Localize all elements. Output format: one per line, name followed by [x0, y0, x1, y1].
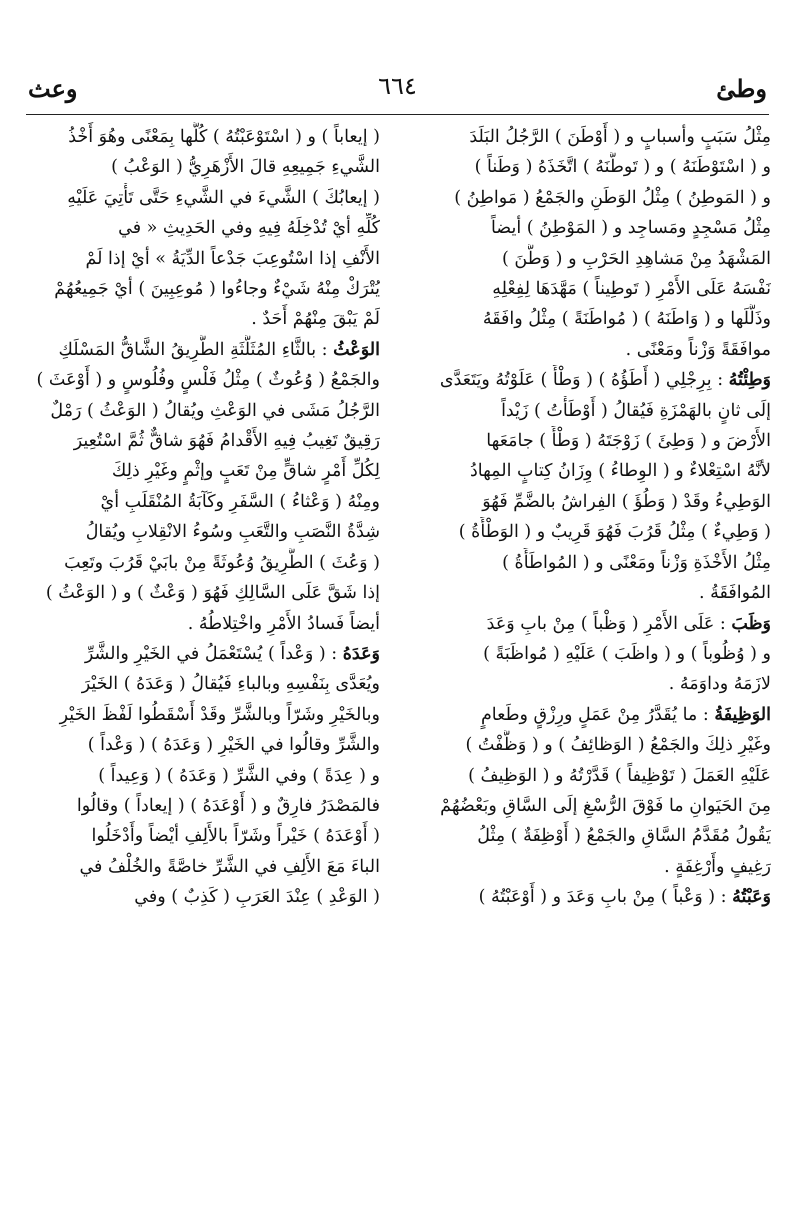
entry-text: رَغِيفٍ وأَرْغِفَةٍ .: [664, 856, 771, 877]
entry-line: [28, 213, 380, 243]
entry-text: عَلَيْهِ العَمَلَ ( تَوْظِيفاً ) قَدَّرْتُهُ و ( الوَظِيفُ ): [468, 765, 771, 786]
entry-line: [28, 304, 380, 334]
entry-text: و ( وُظُوباً ) و ( واظَبَ ) عَلَيْهِ ( مُواظَبَةً ): [483, 643, 771, 664]
dictionary-entry: [419, 365, 771, 608]
entry-text: يُتْرَكْ مِنْهُ شَيْءٌ وجاءُوا ( مُوعِبِينَ ) أيْ جَمِيعُهُمْ: [54, 279, 380, 300]
entry-headword: وَظَبَ: [731, 613, 771, 634]
entry-line: [28, 426, 380, 456]
entry-text: الوَطِيءُ وقَدْ ( وَطُؤَ ) الفِراشُ بالضَّمِّ فَهُوَ: [482, 491, 771, 512]
entry-text: لِكُلِّ أَمْرٍ شاقٍّ مِنْ تَعَبٍ وإثْمٍ وغَيْرِ ذلِكَ: [111, 461, 380, 482]
entry-text: ( أَوْعَدَهُ ) خَيْراً وشَرّاً بالأَلِفِ أيْضاً وأَدْخَلُوا: [91, 826, 380, 847]
entry-line: [28, 274, 380, 304]
entry-text: وغَيْرِ ذلِكَ والجَمْعُ ( الوَظائِفُ ) و ( وَظَّفْتُ ): [465, 735, 771, 756]
entry-text: يَقُولُ مُقَدَّمُ السَّاقِ والجَمْعُ ( أَوْظِفَةٌ ) مِثْلُ: [477, 826, 771, 847]
entry-line: [28, 761, 380, 791]
entry-line: [28, 700, 380, 730]
header-right-word: وطئ: [716, 74, 767, 103]
entry-text: : بالثَّاءِ المُثَلَّثَةِ الطَّرِيقُ الشَّاقُّ المَسْلَكِ: [58, 339, 328, 360]
entry-text: كُلِّهِ أيْ تُدْخِلَهُ فِيهِ وفي الحَدِيثِ « في: [118, 218, 380, 239]
entry-line: [28, 821, 380, 851]
entry-line: [28, 730, 380, 760]
entry-line: [28, 609, 380, 639]
entry-text: ويُعَدَّى بِنَفْسِهِ وبالباءِ فَيُقالُ ( وَعَدَهُ ) الخَيْرَ: [81, 674, 380, 695]
left-column: [28, 122, 380, 913]
entry-text: ( وَطِيءٌ ) مِثْلُ قَرُبَ فَهُوَ قَرِيبٌ و ( الوَطْأَةُ ): [458, 522, 771, 543]
entry-line: [419, 335, 771, 365]
entry-text: إذا شَقَّ عَلَى السَّالِكِ فَهُوَ ( وَعْثٌ ) و ( الوَعْثُ ): [45, 583, 380, 604]
entry-text: و ( عِدَةً ) وفي الشَّرِّ ( وَعَدَهُ ) ( وَعِيداً ): [98, 765, 380, 786]
entry-text: الأَرْضَ و ( وَطِئَ ) زَوْجَتَهُ ( وَطْأً ) جامَعَها: [486, 431, 771, 452]
entry-text: الرَّجُلُ مَشَى في الوَعْثِ ويُقالُ ( الوَعْثُ ) رَمْلٌ: [50, 400, 380, 421]
entry-text: الشَّيءِ جَمِيعِهِ قالَ الأَزْهَرِيُّ ( الوَعْبُ ): [111, 157, 380, 178]
entry-text: وبالخَيْرِ وشَرّاً وبالشَّرِّ وقَدْ أَسْقَطُوا لَفْظَ الخَيْرِ: [59, 704, 380, 725]
entry-text: أيضاً فَسادُ الأَمْرِ واخْتِلاطُهُ .: [187, 613, 380, 634]
entry-line: [419, 183, 771, 213]
entry-text: مِثْلُ سَبَبٍ وأسبابٍ و ( أَوْطَنَ ) الرَّجُلُ البَلَدَ: [469, 127, 771, 147]
entry-text: مِثْلُ مَسْجِدٍ ومَساجِد و ( المَوْطِنُ ) أيضاً: [490, 218, 771, 239]
entry-line: [419, 578, 771, 608]
entry-line: [419, 365, 771, 395]
entry-line: [419, 609, 771, 639]
entry-line: [419, 244, 771, 274]
right-column: [419, 122, 771, 913]
entry-text: شِدَّةُ النَّصَبِ والتَّعَبِ وسُوءُ الانْقِلابِ ويُقالُ: [85, 522, 380, 543]
entry-line: [28, 365, 380, 395]
entry-line: [419, 456, 771, 486]
entry-headword: الوَعْثُ: [333, 339, 380, 360]
entry-line: [28, 396, 380, 426]
dictionary-entry: [28, 335, 380, 639]
entry-line: [28, 882, 380, 912]
entry-headword: الوَظِيفَةُ: [714, 704, 771, 725]
entry-text: ومِنْهُ ( وَعْثاءُ ) السَّفَرِ وكَآبَةُ المُنْقَلَبِ أيْ: [100, 491, 380, 512]
entry-line: [419, 761, 771, 791]
entry-text: الباءَ مَعَ الأَلِفِ في الشَّرِّ خاصَّةً والخُلْفُ في: [79, 856, 380, 877]
entry-text: الأَنْفِ إذا اسْتُوعِبَ جَدْعاً الدِّيَةُ » أيْ إذا لَمْ: [85, 248, 380, 269]
entry-line: [28, 152, 380, 182]
entry-text: مِنَ الحَيَوانِ ما فَوْقَ الرُّسْغِ إلَى السَّاقِ وبَعْضُهُمْ: [440, 795, 771, 816]
entry-text: : بِرِجْلِي ( أَطَؤُهُ ) ( وَطْأً ) عَلَوْتُهُ ويَتَعَدَّى: [439, 370, 724, 391]
entry-text: والجَمْعُ ( وُعُوثٌ ) مِثْلُ فَلْسٍ وفُلُوسٍ و ( أَوْعَثَ ): [36, 370, 380, 391]
entry-text: و ( اسْتَوْطَنَهُ ) و ( تَوطَّنَهُ ) اتَّخَذَهُ ( وَطَناً ): [474, 157, 771, 178]
entry-line: [28, 122, 380, 152]
entry-line: [419, 213, 771, 243]
entry-line: [419, 396, 771, 426]
entry-line: [28, 244, 380, 274]
entry-line: [419, 304, 771, 334]
entry-text: وذَلَّلَها و ( وَاطَنَهُ ) ( مُواطَنَةً ) مِثْلُ وافَقَهُ: [482, 309, 771, 330]
entry-text: مِثْلُ الأَخْذَةِ وَزْناً ومَعْنًى و ( المُواطَأَةُ ): [502, 552, 771, 573]
entry-line: [28, 456, 380, 486]
entry-line: [419, 669, 771, 699]
entry-text: ( الوَعْدِ ) عِنْدَ العَرَبِ ( كَذِبٌ ) وفي: [134, 887, 380, 908]
entry-headword: وَعَدَهُ: [342, 643, 380, 664]
entry-line: [28, 852, 380, 882]
entry-text: ( وَعُثَ ) الطَّرِيقُ وُعُوثَةً مِنْ بابَيْ قَرُبَ وتَعِبَ: [64, 552, 380, 573]
page-number: ٦٦٤: [378, 72, 417, 100]
entry-line: [28, 487, 380, 517]
entry-text: ( إيعابُكَ ) الشَّيءَ في الشَّيءِ حَتَّى تَأْتِيَ عَلَيْهِ: [67, 187, 380, 208]
entry-line: [28, 639, 380, 669]
dictionary-entry: [419, 122, 771, 365]
entry-line: [419, 122, 771, 152]
entry-line: [419, 639, 771, 669]
entry-line: [28, 669, 380, 699]
entry-line: [419, 821, 771, 851]
entry-line: [419, 548, 771, 578]
entry-line: [28, 791, 380, 821]
entry-text: نَفْسَهُ عَلَى الأَمْرِ ( تَوطِيناً ) مَهَّدَهَا لِفِعْلِهِ: [492, 279, 771, 300]
entry-line: [419, 882, 771, 912]
entry-text: والشَّرِّ وقالُوا في الخَيْرِ ( وَعَدَهُ ) ( وَعْداً ): [87, 735, 380, 756]
entry-line: [419, 517, 771, 547]
entry-text: إلَى ثانٍ بالهَمْزَةِ فَيُقالُ ( أَوْطَأْتُ ) زَيْداً: [501, 400, 771, 421]
entry-text: : ( وَعْباً ) مِنْ بابِ وَعَدَ و ( أَوْعَبْتُهُ ): [478, 887, 727, 908]
entry-text: : عَلَى الأَمْرِ ( وَظْباً ) مِنْ بابِ وَعَدَ: [486, 613, 726, 634]
entry-line: [419, 274, 771, 304]
entry-text: موافَقَةً وَزْناً ومَعْنًى .: [625, 339, 771, 360]
entry-line: [419, 730, 771, 760]
entry-text: فالمَصْدَرُ فارِقٌ و ( أَوْعَدَهُ ) ( إيعاداً ) وقالُوا: [76, 795, 380, 816]
entry-text: المَشْهَدُ مِنْ مَشاهِدِ الحَرْبِ و ( وَطَّنَ ): [502, 248, 771, 269]
entry-text: و ( المَوطِنُ ) مِثْلُ الوَطَنِ والجَمْعُ ( مَواطِنُ ): [454, 187, 771, 208]
dictionary-entry: [419, 609, 771, 700]
page-header: [28, 70, 767, 110]
dictionary-entry: [419, 700, 771, 882]
entry-text: لَمْ يَبْقَ مِنْهُمْ أَحَدٌ .: [251, 309, 380, 330]
entry-text: رَقِيقٌ تَغِيبُ فِيهِ الأَقْدامُ فَهُوَ شاقٌّ ثُمَّ اسْتُعِيرَ: [73, 431, 380, 452]
dictionary-entry: [28, 639, 380, 913]
dictionary-entry: [28, 122, 380, 335]
entry-text: لازَمَهُ وداوَمَهُ .: [668, 674, 771, 695]
entry-headword: وَعَبْتُهُ: [732, 887, 771, 908]
dictionary-entry: [419, 882, 771, 912]
entry-text: لأنَّهُ اسْتِعْلاءٌ و ( الوِطاءُ ) وِزَانُ كِتابٍ المِهادُ: [469, 461, 771, 482]
header-left-word: وعث: [28, 74, 78, 103]
entry-text: : ( وَعْداً ) يُسْتَعْمَلُ في الخَيْرِ والشَّرِّ: [84, 643, 338, 664]
entry-text: المُوافَقَةُ .: [699, 583, 771, 604]
entry-text: ( إيعاباً ) و ( اسْتَوْعَبْتُهُ ) كُلُّها بِمَعْنًى وهُوَ أَخْذُ: [68, 127, 380, 147]
entry-line: [28, 335, 380, 365]
entry-line: [28, 517, 380, 547]
entry-line: [419, 487, 771, 517]
entry-line: [28, 548, 380, 578]
entry-line: [419, 700, 771, 730]
entry-line: [419, 152, 771, 182]
entry-line: [419, 852, 771, 882]
entry-headword: وَطِئْتُهُ: [728, 370, 771, 391]
entry-line: [419, 426, 771, 456]
entry-line: [419, 791, 771, 821]
header-rule: [26, 114, 769, 115]
entry-line: [28, 578, 380, 608]
entry-line: [28, 183, 380, 213]
entry-text: : ما يُقَدَّرُ مِنْ عَمَلٍ ورِزْقٍ وطَعامٍ: [480, 704, 709, 725]
